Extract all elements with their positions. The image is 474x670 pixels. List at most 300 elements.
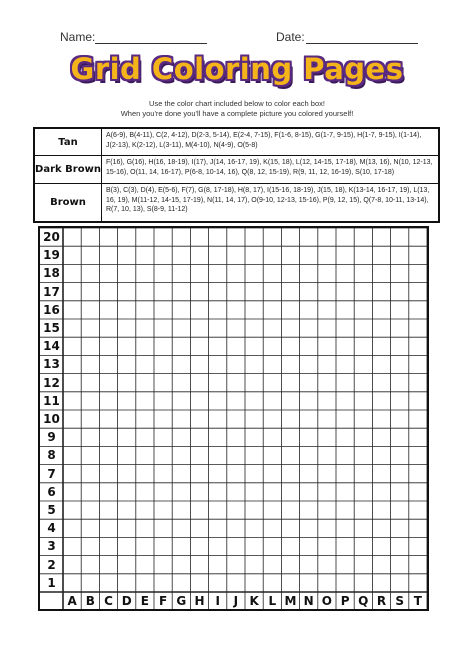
grid-cell[interactable] bbox=[281, 374, 299, 392]
grid-cell[interactable] bbox=[209, 465, 227, 483]
grid-cell[interactable] bbox=[63, 283, 81, 301]
grid-cell[interactable] bbox=[136, 283, 154, 301]
grid-cell[interactable] bbox=[300, 556, 318, 574]
grid-cell[interactable] bbox=[318, 283, 336, 301]
grid-cell[interactable] bbox=[391, 283, 409, 301]
grid-cell[interactable] bbox=[391, 574, 409, 592]
grid-cell[interactable] bbox=[81, 392, 99, 410]
grid-cell[interactable] bbox=[372, 283, 390, 301]
grid-cell[interactable] bbox=[300, 410, 318, 428]
grid-cell[interactable] bbox=[391, 355, 409, 373]
grid-cell[interactable] bbox=[63, 519, 81, 537]
grid-cell[interactable] bbox=[281, 264, 299, 282]
grid-cell[interactable] bbox=[281, 501, 299, 519]
grid-cell[interactable] bbox=[227, 246, 245, 264]
grid-cell[interactable] bbox=[172, 537, 190, 555]
grid-cell[interactable] bbox=[300, 374, 318, 392]
grid-cell[interactable] bbox=[245, 556, 263, 574]
grid-cell[interactable] bbox=[172, 319, 190, 337]
grid-cell[interactable] bbox=[118, 446, 136, 464]
grid-cell[interactable] bbox=[318, 465, 336, 483]
grid-cell[interactable] bbox=[209, 228, 227, 246]
grid-cell[interactable] bbox=[81, 537, 99, 555]
grid-cell[interactable] bbox=[300, 501, 318, 519]
grid-cell[interactable] bbox=[391, 519, 409, 537]
grid-cell[interactable] bbox=[318, 501, 336, 519]
grid-cell[interactable] bbox=[190, 446, 208, 464]
grid-cell[interactable] bbox=[318, 446, 336, 464]
grid-cell[interactable] bbox=[391, 246, 409, 264]
grid-cell[interactable] bbox=[300, 428, 318, 446]
grid-cell[interactable] bbox=[300, 355, 318, 373]
grid-cell[interactable] bbox=[263, 537, 281, 555]
grid-cell[interactable] bbox=[245, 537, 263, 555]
grid-cell[interactable] bbox=[372, 228, 390, 246]
grid-cell[interactable] bbox=[136, 428, 154, 446]
grid-cell[interactable] bbox=[63, 465, 81, 483]
grid-cell[interactable] bbox=[318, 519, 336, 537]
grid-cell[interactable] bbox=[263, 519, 281, 537]
grid-cell[interactable] bbox=[172, 392, 190, 410]
grid-cell[interactable] bbox=[81, 465, 99, 483]
grid-cell[interactable] bbox=[99, 301, 117, 319]
grid-cell[interactable] bbox=[263, 283, 281, 301]
grid-cell[interactable] bbox=[300, 446, 318, 464]
grid-cell[interactable] bbox=[190, 392, 208, 410]
grid-cell[interactable] bbox=[172, 228, 190, 246]
grid-cell[interactable] bbox=[354, 264, 372, 282]
grid-cell[interactable] bbox=[118, 519, 136, 537]
grid-cell[interactable] bbox=[372, 355, 390, 373]
grid-cell[interactable] bbox=[300, 483, 318, 501]
grid-cell[interactable] bbox=[190, 337, 208, 355]
grid-cell[interactable] bbox=[281, 483, 299, 501]
grid-cell[interactable] bbox=[118, 301, 136, 319]
grid-cell[interactable] bbox=[372, 246, 390, 264]
grid-cell[interactable] bbox=[245, 410, 263, 428]
grid-cell[interactable] bbox=[263, 246, 281, 264]
name-field[interactable] bbox=[95, 43, 207, 44]
grid-cell[interactable] bbox=[409, 501, 427, 519]
grid-cell[interactable] bbox=[118, 501, 136, 519]
grid-cell[interactable] bbox=[63, 392, 81, 410]
grid-cell[interactable] bbox=[190, 374, 208, 392]
grid-cell[interactable] bbox=[391, 264, 409, 282]
grid-cell[interactable] bbox=[336, 410, 354, 428]
grid-cell[interactable] bbox=[154, 283, 172, 301]
grid-cell[interactable] bbox=[372, 446, 390, 464]
grid-cell[interactable] bbox=[263, 446, 281, 464]
grid-cell[interactable] bbox=[172, 283, 190, 301]
grid-cell[interactable] bbox=[154, 446, 172, 464]
grid-cell[interactable] bbox=[336, 355, 354, 373]
grid-cell[interactable] bbox=[227, 355, 245, 373]
grid-cell[interactable] bbox=[81, 446, 99, 464]
grid-cell[interactable] bbox=[372, 501, 390, 519]
grid-cell[interactable] bbox=[63, 301, 81, 319]
grid-cell[interactable] bbox=[227, 574, 245, 592]
grid-cell[interactable] bbox=[354, 337, 372, 355]
grid-cell[interactable] bbox=[263, 228, 281, 246]
grid-cell[interactable] bbox=[99, 446, 117, 464]
grid-cell[interactable] bbox=[245, 337, 263, 355]
grid-cell[interactable] bbox=[336, 283, 354, 301]
grid-cell[interactable] bbox=[154, 355, 172, 373]
grid-cell[interactable] bbox=[263, 483, 281, 501]
grid-cell[interactable] bbox=[227, 264, 245, 282]
grid-cell[interactable] bbox=[227, 556, 245, 574]
grid-cell[interactable] bbox=[154, 410, 172, 428]
grid-cell[interactable] bbox=[245, 428, 263, 446]
grid-cell[interactable] bbox=[318, 374, 336, 392]
grid-cell[interactable] bbox=[409, 556, 427, 574]
grid-cell[interactable] bbox=[190, 537, 208, 555]
grid-cell[interactable] bbox=[300, 465, 318, 483]
grid-cell[interactable] bbox=[354, 446, 372, 464]
grid-cell[interactable] bbox=[372, 428, 390, 446]
grid-cell[interactable] bbox=[336, 228, 354, 246]
grid-cell[interactable] bbox=[154, 301, 172, 319]
grid-cell[interactable] bbox=[245, 228, 263, 246]
grid-cell[interactable] bbox=[391, 537, 409, 555]
grid-cell[interactable] bbox=[281, 556, 299, 574]
grid-cell[interactable] bbox=[300, 264, 318, 282]
grid-cell[interactable] bbox=[245, 519, 263, 537]
grid-cell[interactable] bbox=[172, 264, 190, 282]
grid-cell[interactable] bbox=[190, 410, 208, 428]
grid-cell[interactable] bbox=[209, 483, 227, 501]
grid-cell[interactable] bbox=[300, 301, 318, 319]
grid-cell[interactable] bbox=[136, 410, 154, 428]
grid-cell[interactable] bbox=[354, 319, 372, 337]
grid-cell[interactable] bbox=[172, 483, 190, 501]
grid-cell[interactable] bbox=[354, 519, 372, 537]
grid-cell[interactable] bbox=[300, 519, 318, 537]
grid-cell[interactable] bbox=[209, 410, 227, 428]
grid-cell[interactable] bbox=[136, 337, 154, 355]
grid-cell[interactable] bbox=[300, 537, 318, 555]
grid-cell[interactable] bbox=[227, 319, 245, 337]
grid-cell[interactable] bbox=[63, 228, 81, 246]
grid-cell[interactable] bbox=[209, 519, 227, 537]
grid-cell[interactable] bbox=[372, 319, 390, 337]
grid-cell[interactable] bbox=[81, 519, 99, 537]
grid-cell[interactable] bbox=[118, 337, 136, 355]
grid-cell[interactable] bbox=[99, 410, 117, 428]
grid-cell[interactable] bbox=[409, 283, 427, 301]
grid-cell[interactable] bbox=[263, 501, 281, 519]
grid-cell[interactable] bbox=[190, 355, 208, 373]
grid-cell[interactable] bbox=[99, 355, 117, 373]
grid-cell[interactable] bbox=[190, 483, 208, 501]
grid-cell[interactable] bbox=[172, 374, 190, 392]
grid-cell[interactable] bbox=[118, 537, 136, 555]
grid-cell[interactable] bbox=[227, 501, 245, 519]
grid-cell[interactable] bbox=[81, 428, 99, 446]
grid-cell[interactable] bbox=[336, 428, 354, 446]
grid-cell[interactable] bbox=[263, 374, 281, 392]
grid-cell[interactable] bbox=[154, 374, 172, 392]
grid-cell[interactable] bbox=[99, 501, 117, 519]
grid-cell[interactable] bbox=[318, 556, 336, 574]
grid-cell[interactable] bbox=[190, 465, 208, 483]
grid-cell[interactable] bbox=[227, 446, 245, 464]
grid-cell[interactable] bbox=[336, 574, 354, 592]
grid-cell[interactable] bbox=[354, 301, 372, 319]
grid-cell[interactable] bbox=[154, 246, 172, 264]
grid-cell[interactable] bbox=[281, 446, 299, 464]
grid-cell[interactable] bbox=[409, 428, 427, 446]
grid-cell[interactable] bbox=[172, 428, 190, 446]
grid-cell[interactable] bbox=[63, 537, 81, 555]
grid-cell[interactable] bbox=[245, 246, 263, 264]
grid-cell[interactable] bbox=[99, 283, 117, 301]
grid-cell[interactable] bbox=[318, 337, 336, 355]
grid-cell[interactable] bbox=[318, 246, 336, 264]
grid-cell[interactable] bbox=[245, 465, 263, 483]
grid-cell[interactable] bbox=[190, 556, 208, 574]
grid-cell[interactable] bbox=[190, 519, 208, 537]
grid-cell[interactable] bbox=[336, 519, 354, 537]
grid-cell[interactable] bbox=[172, 465, 190, 483]
grid-cell[interactable] bbox=[81, 501, 99, 519]
grid-cell[interactable] bbox=[136, 374, 154, 392]
grid-cell[interactable] bbox=[154, 501, 172, 519]
grid-cell[interactable] bbox=[354, 410, 372, 428]
grid-cell[interactable] bbox=[263, 337, 281, 355]
grid-cell[interactable] bbox=[263, 465, 281, 483]
grid-cell[interactable] bbox=[209, 556, 227, 574]
grid-cell[interactable] bbox=[318, 355, 336, 373]
grid-cell[interactable] bbox=[336, 374, 354, 392]
grid-cell[interactable] bbox=[354, 428, 372, 446]
grid-cell[interactable] bbox=[227, 465, 245, 483]
grid-cell[interactable] bbox=[136, 519, 154, 537]
grid-cell[interactable] bbox=[372, 519, 390, 537]
grid-cell[interactable] bbox=[281, 428, 299, 446]
grid-cell[interactable] bbox=[81, 337, 99, 355]
grid-cell[interactable] bbox=[391, 228, 409, 246]
grid-cell[interactable] bbox=[81, 556, 99, 574]
grid-cell[interactable] bbox=[227, 283, 245, 301]
grid-cell[interactable] bbox=[172, 446, 190, 464]
grid-cell[interactable] bbox=[409, 537, 427, 555]
grid-cell[interactable] bbox=[391, 392, 409, 410]
grid-cell[interactable] bbox=[300, 574, 318, 592]
grid-cell[interactable] bbox=[118, 355, 136, 373]
grid-cell[interactable] bbox=[263, 355, 281, 373]
grid-cell[interactable] bbox=[154, 574, 172, 592]
grid-cell[interactable] bbox=[63, 355, 81, 373]
grid-cell[interactable] bbox=[263, 410, 281, 428]
grid-cell[interactable] bbox=[391, 301, 409, 319]
grid-cell[interactable] bbox=[354, 355, 372, 373]
grid-cell[interactable] bbox=[154, 483, 172, 501]
grid-cell[interactable] bbox=[409, 301, 427, 319]
grid-cell[interactable] bbox=[263, 264, 281, 282]
grid-cell[interactable] bbox=[118, 428, 136, 446]
grid-cell[interactable] bbox=[336, 337, 354, 355]
grid-cell[interactable] bbox=[354, 465, 372, 483]
grid-cell[interactable] bbox=[227, 337, 245, 355]
grid-cell[interactable] bbox=[209, 574, 227, 592]
grid-cell[interactable] bbox=[409, 574, 427, 592]
grid-cell[interactable] bbox=[136, 465, 154, 483]
grid-cell[interactable] bbox=[318, 319, 336, 337]
grid-cell[interactable] bbox=[99, 537, 117, 555]
grid-cell[interactable] bbox=[118, 392, 136, 410]
grid-cell[interactable] bbox=[172, 246, 190, 264]
grid-cell[interactable] bbox=[136, 246, 154, 264]
grid-cell[interactable] bbox=[281, 519, 299, 537]
grid-cell[interactable] bbox=[136, 446, 154, 464]
grid-cell[interactable] bbox=[263, 319, 281, 337]
grid-cell[interactable] bbox=[245, 319, 263, 337]
grid-cell[interactable] bbox=[245, 355, 263, 373]
grid-cell[interactable] bbox=[63, 428, 81, 446]
grid-cell[interactable] bbox=[63, 574, 81, 592]
grid-cell[interactable] bbox=[227, 483, 245, 501]
grid-cell[interactable] bbox=[136, 556, 154, 574]
grid-cell[interactable] bbox=[354, 392, 372, 410]
grid-cell[interactable] bbox=[281, 337, 299, 355]
grid-cell[interactable] bbox=[118, 319, 136, 337]
grid-cell[interactable] bbox=[409, 374, 427, 392]
grid-cell[interactable] bbox=[300, 337, 318, 355]
grid-cell[interactable] bbox=[209, 319, 227, 337]
grid-cell[interactable] bbox=[245, 283, 263, 301]
grid-cell[interactable] bbox=[372, 537, 390, 555]
grid-cell[interactable] bbox=[281, 537, 299, 555]
grid-cell[interactable] bbox=[99, 483, 117, 501]
grid-cell[interactable] bbox=[245, 264, 263, 282]
grid-cell[interactable] bbox=[391, 465, 409, 483]
grid-cell[interactable] bbox=[409, 355, 427, 373]
grid-cell[interactable] bbox=[300, 228, 318, 246]
grid-cell[interactable] bbox=[372, 483, 390, 501]
grid-cell[interactable] bbox=[336, 465, 354, 483]
grid-cell[interactable] bbox=[336, 264, 354, 282]
grid-cell[interactable] bbox=[372, 392, 390, 410]
grid-cell[interactable] bbox=[245, 446, 263, 464]
grid-cell[interactable] bbox=[300, 392, 318, 410]
grid-cell[interactable] bbox=[118, 465, 136, 483]
grid-cell[interactable] bbox=[154, 519, 172, 537]
grid-cell[interactable] bbox=[81, 246, 99, 264]
grid-cell[interactable] bbox=[118, 246, 136, 264]
grid-cell[interactable] bbox=[81, 228, 99, 246]
grid-cell[interactable] bbox=[99, 337, 117, 355]
grid-cell[interactable] bbox=[99, 428, 117, 446]
grid-cell[interactable] bbox=[99, 228, 117, 246]
grid-cell[interactable] bbox=[190, 574, 208, 592]
grid-cell[interactable] bbox=[172, 556, 190, 574]
grid-cell[interactable] bbox=[63, 410, 81, 428]
grid-cell[interactable] bbox=[81, 483, 99, 501]
grid-cell[interactable] bbox=[209, 283, 227, 301]
grid-cell[interactable] bbox=[81, 355, 99, 373]
grid-cell[interactable] bbox=[409, 264, 427, 282]
grid-cell[interactable] bbox=[300, 319, 318, 337]
grid-cell[interactable] bbox=[154, 392, 172, 410]
grid-cell[interactable] bbox=[63, 556, 81, 574]
grid-cell[interactable] bbox=[154, 428, 172, 446]
grid-cell[interactable] bbox=[336, 392, 354, 410]
grid-cell[interactable] bbox=[318, 428, 336, 446]
grid-cell[interactable] bbox=[409, 392, 427, 410]
grid-cell[interactable] bbox=[99, 319, 117, 337]
grid-cell[interactable] bbox=[300, 246, 318, 264]
grid-cell[interactable] bbox=[63, 374, 81, 392]
grid-cell[interactable] bbox=[281, 246, 299, 264]
grid-cell[interactable] bbox=[136, 301, 154, 319]
grid-cell[interactable] bbox=[354, 537, 372, 555]
grid-cell[interactable] bbox=[190, 428, 208, 446]
grid-cell[interactable] bbox=[99, 556, 117, 574]
grid-cell[interactable] bbox=[372, 556, 390, 574]
grid-cell[interactable] bbox=[372, 410, 390, 428]
grid-cell[interactable] bbox=[136, 483, 154, 501]
grid-cell[interactable] bbox=[136, 537, 154, 555]
grid-cell[interactable] bbox=[372, 374, 390, 392]
grid-cell[interactable] bbox=[99, 246, 117, 264]
grid-cell[interactable] bbox=[336, 501, 354, 519]
grid-cell[interactable] bbox=[99, 465, 117, 483]
grid-cell[interactable] bbox=[372, 337, 390, 355]
grid-cell[interactable] bbox=[190, 228, 208, 246]
grid-cell[interactable] bbox=[99, 374, 117, 392]
grid-cell[interactable] bbox=[118, 374, 136, 392]
grid-cell[interactable] bbox=[172, 410, 190, 428]
grid-cell[interactable] bbox=[409, 483, 427, 501]
grid-cell[interactable] bbox=[81, 264, 99, 282]
grid-cell[interactable] bbox=[118, 556, 136, 574]
grid-cell[interactable] bbox=[354, 574, 372, 592]
grid-cell[interactable] bbox=[154, 537, 172, 555]
grid-cell[interactable] bbox=[354, 283, 372, 301]
grid-cell[interactable] bbox=[300, 283, 318, 301]
grid-cell[interactable] bbox=[281, 283, 299, 301]
grid-cell[interactable] bbox=[209, 374, 227, 392]
grid-cell[interactable] bbox=[409, 465, 427, 483]
grid-cell[interactable] bbox=[318, 264, 336, 282]
grid-cell[interactable] bbox=[281, 301, 299, 319]
grid-cell[interactable] bbox=[81, 319, 99, 337]
grid-cell[interactable] bbox=[154, 337, 172, 355]
grid-cell[interactable] bbox=[227, 374, 245, 392]
grid-cell[interactable] bbox=[391, 501, 409, 519]
grid-cell[interactable] bbox=[409, 446, 427, 464]
grid-cell[interactable] bbox=[391, 556, 409, 574]
grid-cell[interactable] bbox=[172, 355, 190, 373]
grid-cell[interactable] bbox=[63, 264, 81, 282]
grid-cell[interactable] bbox=[172, 337, 190, 355]
grid-cell[interactable] bbox=[318, 410, 336, 428]
grid-cell[interactable] bbox=[336, 446, 354, 464]
grid-cell[interactable] bbox=[209, 264, 227, 282]
grid-cell[interactable] bbox=[391, 483, 409, 501]
grid-cell[interactable] bbox=[63, 446, 81, 464]
grid-cell[interactable] bbox=[227, 410, 245, 428]
grid-cell[interactable] bbox=[209, 337, 227, 355]
grid-cell[interactable] bbox=[118, 228, 136, 246]
grid-cell[interactable] bbox=[190, 246, 208, 264]
grid-cell[interactable] bbox=[227, 392, 245, 410]
grid-cell[interactable] bbox=[281, 228, 299, 246]
grid-cell[interactable] bbox=[99, 264, 117, 282]
grid-cell[interactable] bbox=[118, 574, 136, 592]
grid-cell[interactable] bbox=[409, 228, 427, 246]
